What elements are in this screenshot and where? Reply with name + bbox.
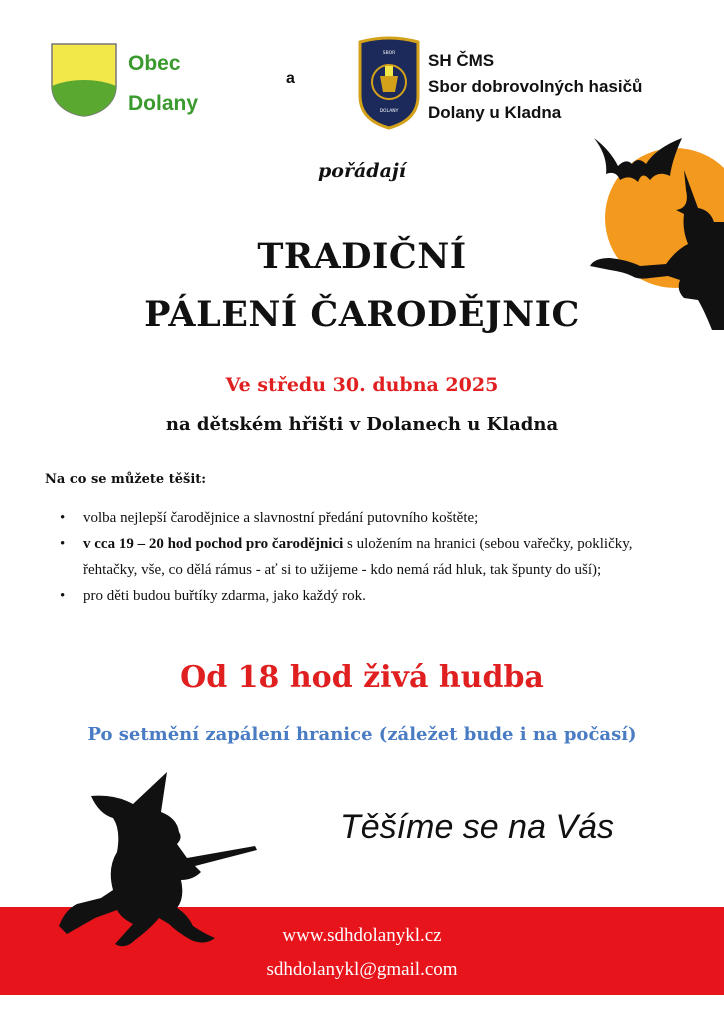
event-place: na dětském hřišti v Dolanech u Kladna — [165, 414, 559, 435]
obec-crest-logo — [50, 42, 118, 118]
list-item — [60, 531, 680, 583]
bullet-icon: • — [60, 588, 66, 604]
look-forward-heading: Na co se můžete těšit: — [45, 472, 207, 487]
title-line1: TRADIČNÍ — [257, 236, 467, 277]
event-date: Ve středu 30. dubna 2025 — [225, 374, 499, 396]
sdh-line1: SH ČMS — [428, 51, 495, 70]
svg-text:SBOR: SBOR — [382, 51, 396, 56]
live-music-notice: Od 18 hod živá hudba — [180, 660, 544, 695]
list-item — [60, 583, 680, 609]
sdh-badge-logo — [356, 36, 422, 130]
witch-on-broom-icon — [55, 768, 265, 953]
sdh-name — [428, 48, 642, 126]
obec-line2: Dolany — [128, 92, 199, 115]
website-link[interactable]: www.sdhdolanykl.cz — [282, 925, 442, 946]
obec-line1: Obec — [128, 52, 181, 75]
bullet-icon: • — [60, 536, 66, 552]
and-text: a — [286, 70, 295, 87]
event-title — [0, 228, 724, 344]
sdh-line2: Sbor dobrovolných hasičů — [428, 77, 643, 96]
svg-text:DOLANY: DOLANY — [379, 109, 399, 114]
closing-greeting: Těšíme se na Vás — [340, 808, 615, 846]
bonfire-notice: Po setmění zapálení hranice (záležet bude i na počasí) — [87, 724, 637, 745]
email-link[interactable]: sdhdolanykl@gmail.com — [266, 959, 458, 980]
list-item — [60, 505, 680, 531]
list-item-text: volba nejlepší čarodějnice a slavnostní předání putovního koštěte; — [83, 510, 479, 526]
bullet-icon: • — [60, 510, 66, 526]
obec-name — [128, 44, 198, 124]
list-item-bold: v cca 19 – 20 hod pochod pro čarodějnici — [83, 536, 344, 552]
organizers-verb: pořádají — [318, 160, 406, 182]
sdh-line3: Dolany u Kladna — [428, 103, 562, 122]
program-list — [60, 505, 680, 609]
list-item-text: pro děti budou buřtíky zdarma, jako každý rok. — [83, 588, 366, 604]
list-item-text: s uložením na hranici (sebou vařečky, pokličky, řehtačky, vše, co dělá rámus - ať si to užijeme - kdo nemá rád hluk, tak špunty do uší); — [83, 536, 633, 578]
title-line2: PÁLENÍ ČARODĚJNIC — [144, 294, 580, 335]
